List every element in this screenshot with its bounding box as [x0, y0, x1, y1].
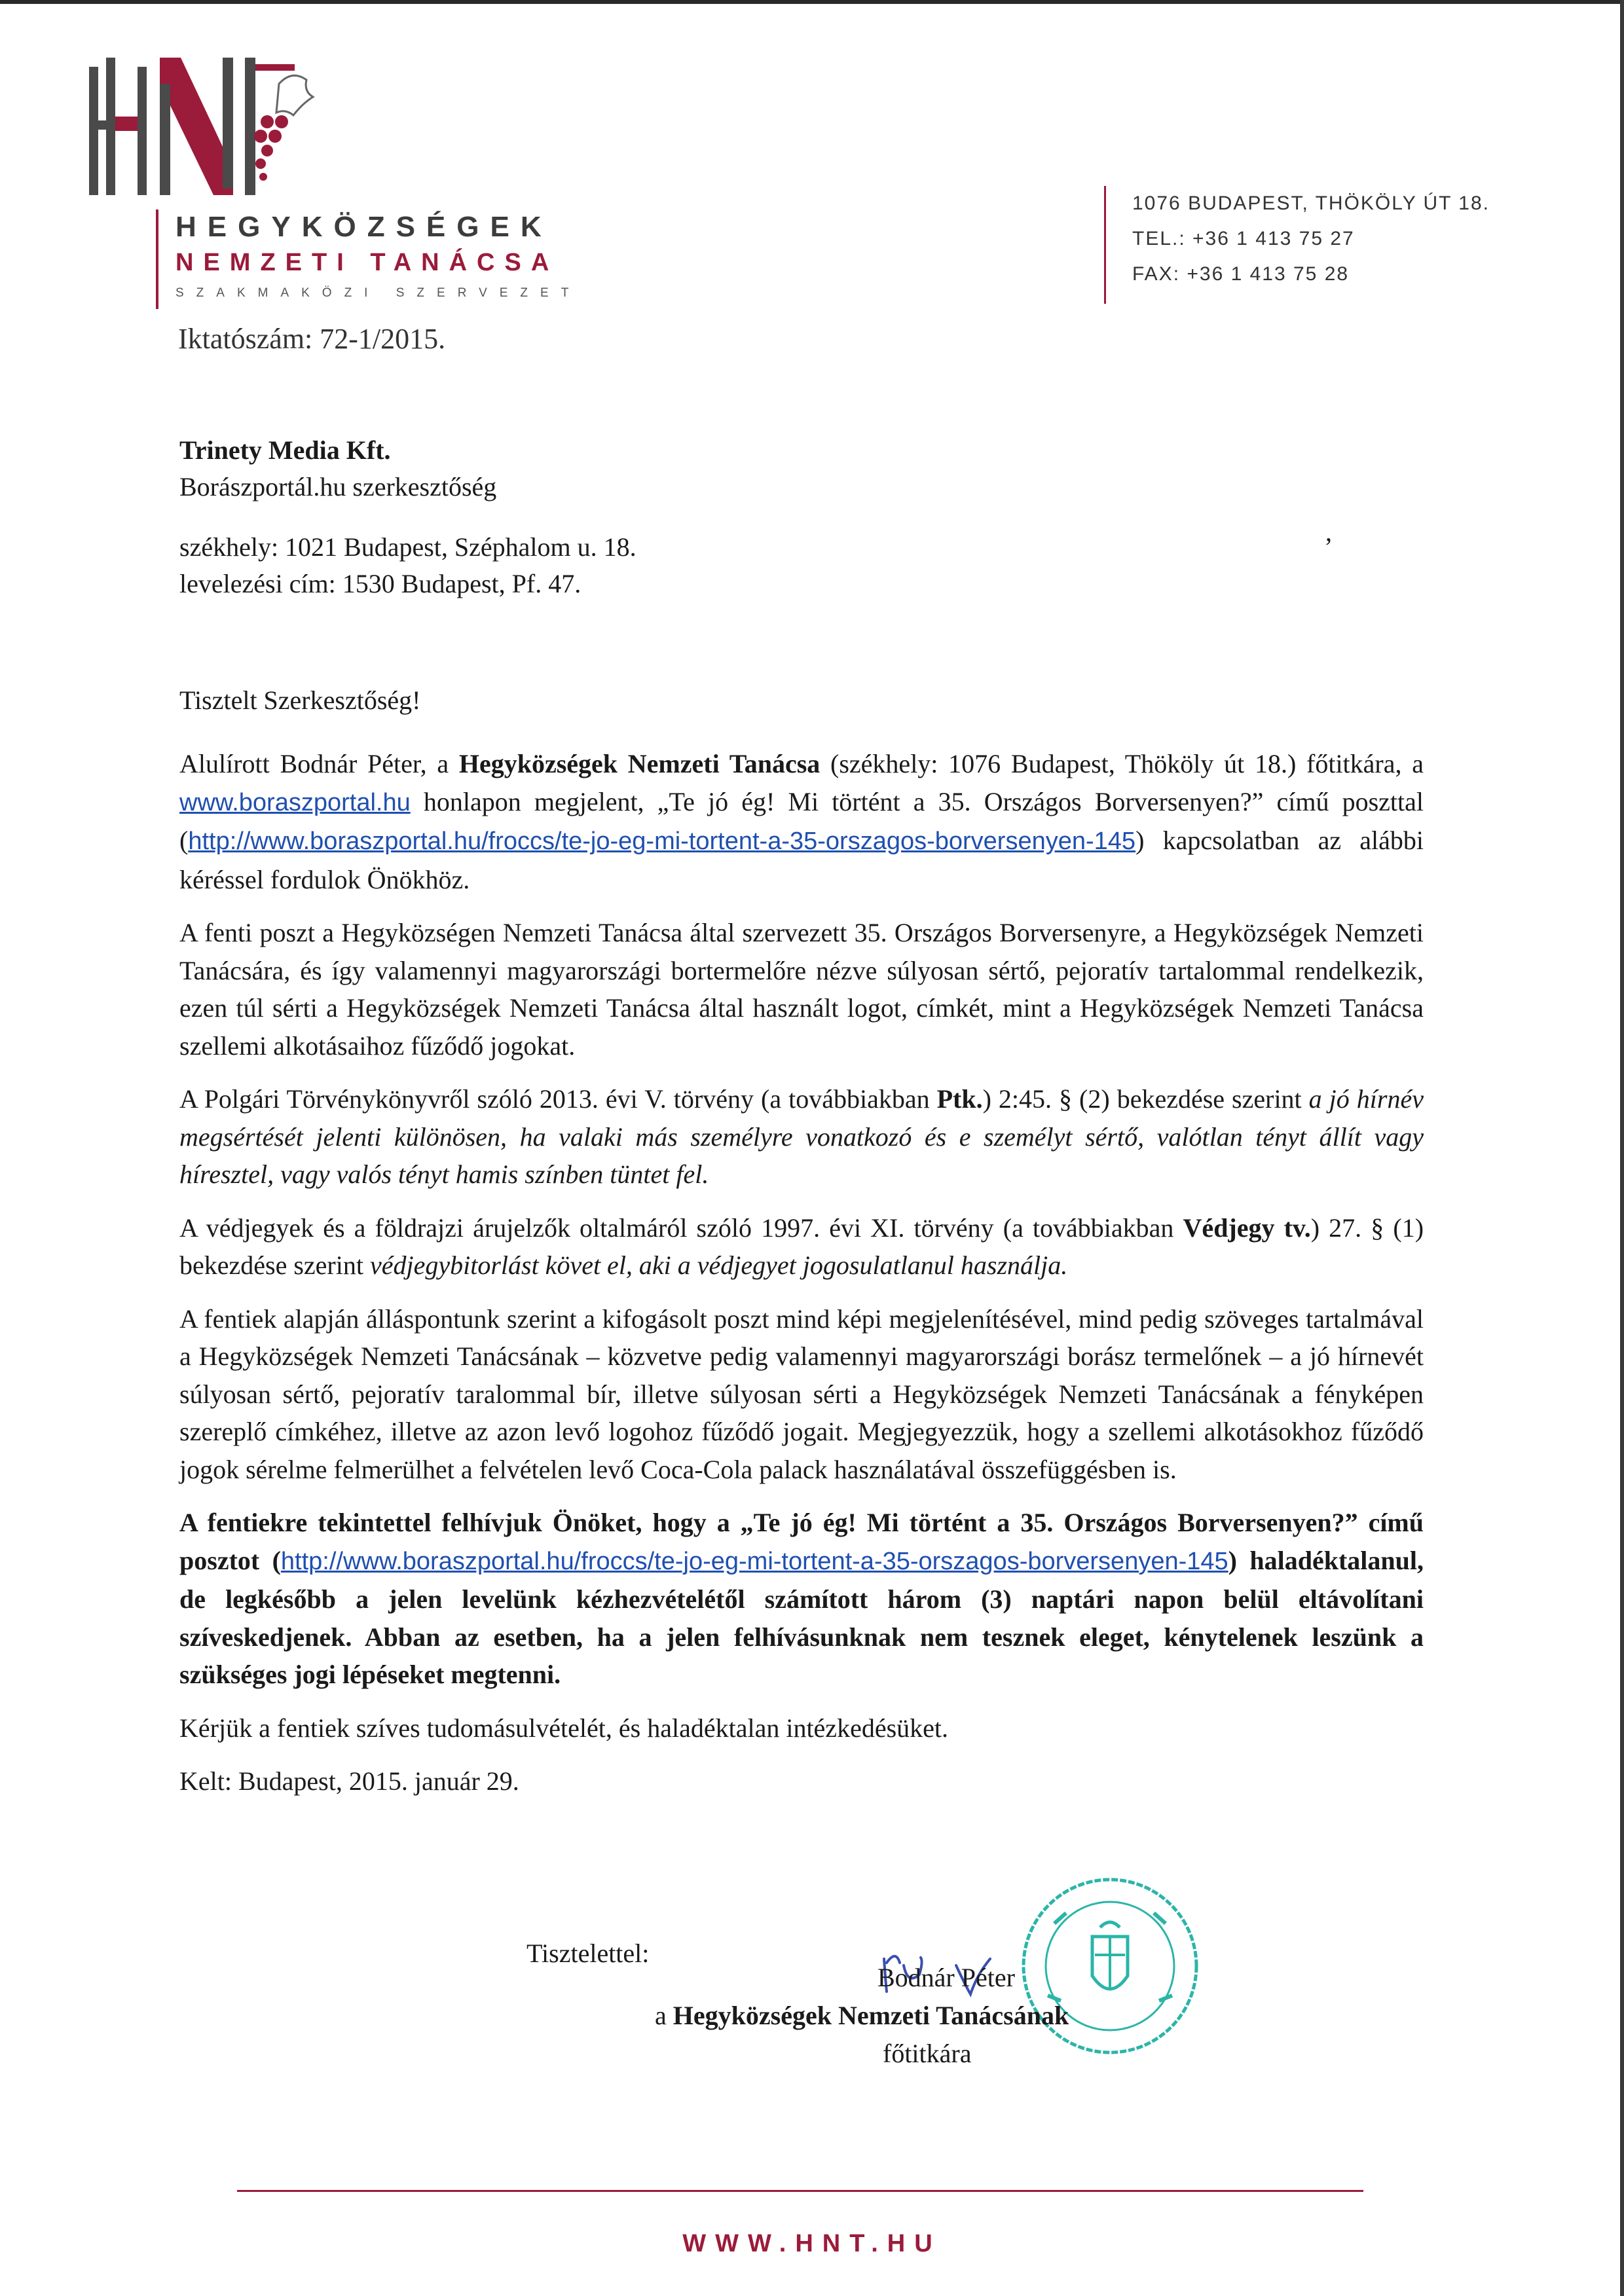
footer-divider: [237, 2190, 1363, 2192]
contact-info: [1104, 186, 1490, 304]
date-line: Kelt: Budapest, 2015. január 29.: [179, 1766, 519, 1796]
hnt-logo: [89, 58, 371, 195]
stray-mark: ʼ: [1324, 532, 1333, 562]
site-link[interactable]: www.boraszportal.hu: [179, 788, 411, 816]
post-url-link-2[interactable]: http://www.boraszportal.hu/froccs/te-jo-eg-mi-tortent-a-35-orszagos-borversenyen-145: [280, 1547, 1228, 1575]
top-border: [0, 0, 1624, 4]
paragraph-3: A Polgári Törvénykönyvről szóló 2013. évi V. törvény (a továbbiakban Ptk.) 2:45. § (2) bekezdése szerint a jó hírnév megsértését jelenti különösen, ha valaki más személyre vonatkozó és e személyt sértő, valótlan tényt állít vagy híresztel, vagy valós tényt hamis színben tüntet fel.: [179, 1084, 1424, 1189]
recipient-department: Borászportál.hu szerkesztőség: [179, 472, 497, 501]
recipient-name: Trinety Media Kft.: [179, 435, 391, 465]
right-border: [1620, 0, 1624, 2296]
salutation: Tisztelettel:: [526, 1939, 650, 1968]
paragraph-4: A védjegyek és a földrajzi árujelzők oltalmáról szóló 1997. évi XI. törvény (a továbbiakban Védjegy tv.) 27. § (1) bekezdése szerint védjegybitorlást követ el, aki a védjegyet jogosulatlanul használja.: [179, 1212, 1424, 1280]
signature-block: [655, 1959, 1375, 2073]
paragraph-7: Kérjük a fentiek szíves tudomásulvételét, és haladéktalan intézkedésüket.: [179, 1713, 949, 1743]
post-url-link[interactable]: http://www.boraszportal.hu/froccs/te-jo-eg-mi-tortent-a-35-orszagos-borversenyen-145: [188, 828, 1136, 855]
org-name-line2: NEMZETI TANÁCSA: [175, 249, 559, 276]
paragraph-5: A fentiek alapján álláspontunk szerint a kifogásolt poszt mind képi megjelenítésével, mind pedig szöveges tartalmával a Hegyközségek Nemzeti Tanácsának – közvetve pedig valamennyi magyarországi borász termelőnek – a jó hírnevét súlyosan sértő, pejoratív taralommal bír, illetve súlyosan sérti a Hegyközségek Nemzeti Tanácsának a fényképen szereplő címkéhez, illetve az azon levő logohoz fűződő jogait. Megjegyezzük, hogy a szellemi alkotásokhoz fűződő jogok sérelme felmerülhet a felvételen levő Coca-Cola palack használatával összefüggésben is.: [179, 1303, 1424, 1484]
footer-website: WWW.HNT.HU: [682, 2230, 942, 2257]
greeting: Tisztelt Szerkesztőség!: [179, 685, 421, 715]
contact-address: 1076 BUDAPEST, THÖKÖLY ÚT 18.: [1132, 192, 1490, 214]
recipient-block: [179, 432, 496, 505]
recipient-seat: székhely: 1021 Budapest, Széphalom u. 18.: [179, 532, 637, 562]
signatory-title: főtitkára: [883, 2039, 972, 2068]
signatory-org: Hegyközségek Nemzeti Tanácsának: [673, 2001, 1069, 2030]
paragraph-6: A fentiekre tekintettel felhívjuk Önöket, hogy a „Te jó ég! Mi történt a 35. Országos Borversenyen?” című posztot (http://www.boraszportal.hu/froccs/te-jo-eg-mi-tortent-a-35-orszagos-borversenyen-145) haladéktalanul, de legkésőbb a jelen levelünk kézhezvételétől számított három (3) naptári napon belül eltávolítani szíveskedjenek. Abban az esetben, ha a jelen felhívásunknak nem tesznek eleget, kénytelenek leszünk a szükséges jogi lépéseket megtenni.: [179, 1508, 1424, 1689]
paragraph-2: A fenti poszt a Hegyközségen Nemzeti Tanácsa által szervezett 35. Országos Borversenyre, a Hegyközségek Nemzeti Tanácsára, és így valamennyi magyarországi bortermelőre nézve súlyosan sértő, pejoratív tartalommal rendelkezik, ezen túl sérti a Hegyközségek Nemzeti Tanácsa által használt logot, címkét, mint a Hegyközségek Nemzeti Tanácsa szellemi alkotásaihoz fűződő jogokat.: [179, 918, 1424, 1061]
signatory-name: Bodnár Péter: [877, 1963, 1015, 1992]
organization-name: [156, 210, 581, 309]
paragraph-1: Alulírott Bodnár Péter, a Hegyközségek Nemzeti Tanácsa (székhely: 1076 Budapest, Thököly út 18.) főtitkára, a www.boraszportal.hu honlapon megjelent, „Te jó ég! Mi történt a 35. Országos Borversenyen?” című poszttal (http://www.boraszportal.hu/froccs/te-jo-eg-mi-tortent-a-35-orszagos-borversenyen-145) kapcsolatban az alábbi kéréssel fordulok Önökhöz.: [179, 749, 1424, 894]
recipient-mailing: levelezési cím: 1530 Budapest, Pf. 47.: [179, 569, 581, 598]
reference-number: Iktatószám: 72-1/2015.: [178, 323, 446, 355]
recipient-address: [179, 529, 637, 602]
contact-tel: TEL.: +36 1 413 75 27: [1132, 228, 1355, 249]
letter-body: [179, 745, 1424, 1816]
org-name-line1: HEGYKÖZSÉGEK: [175, 211, 553, 243]
contact-fax: FAX: +36 1 413 75 28: [1132, 263, 1350, 285]
org-name-line3: SZAKMAKÖZI SZERVEZET: [175, 286, 581, 300]
signatory-org-line: a Hegyközségek Nemzeti Tanácsának: [655, 2001, 1069, 2030]
